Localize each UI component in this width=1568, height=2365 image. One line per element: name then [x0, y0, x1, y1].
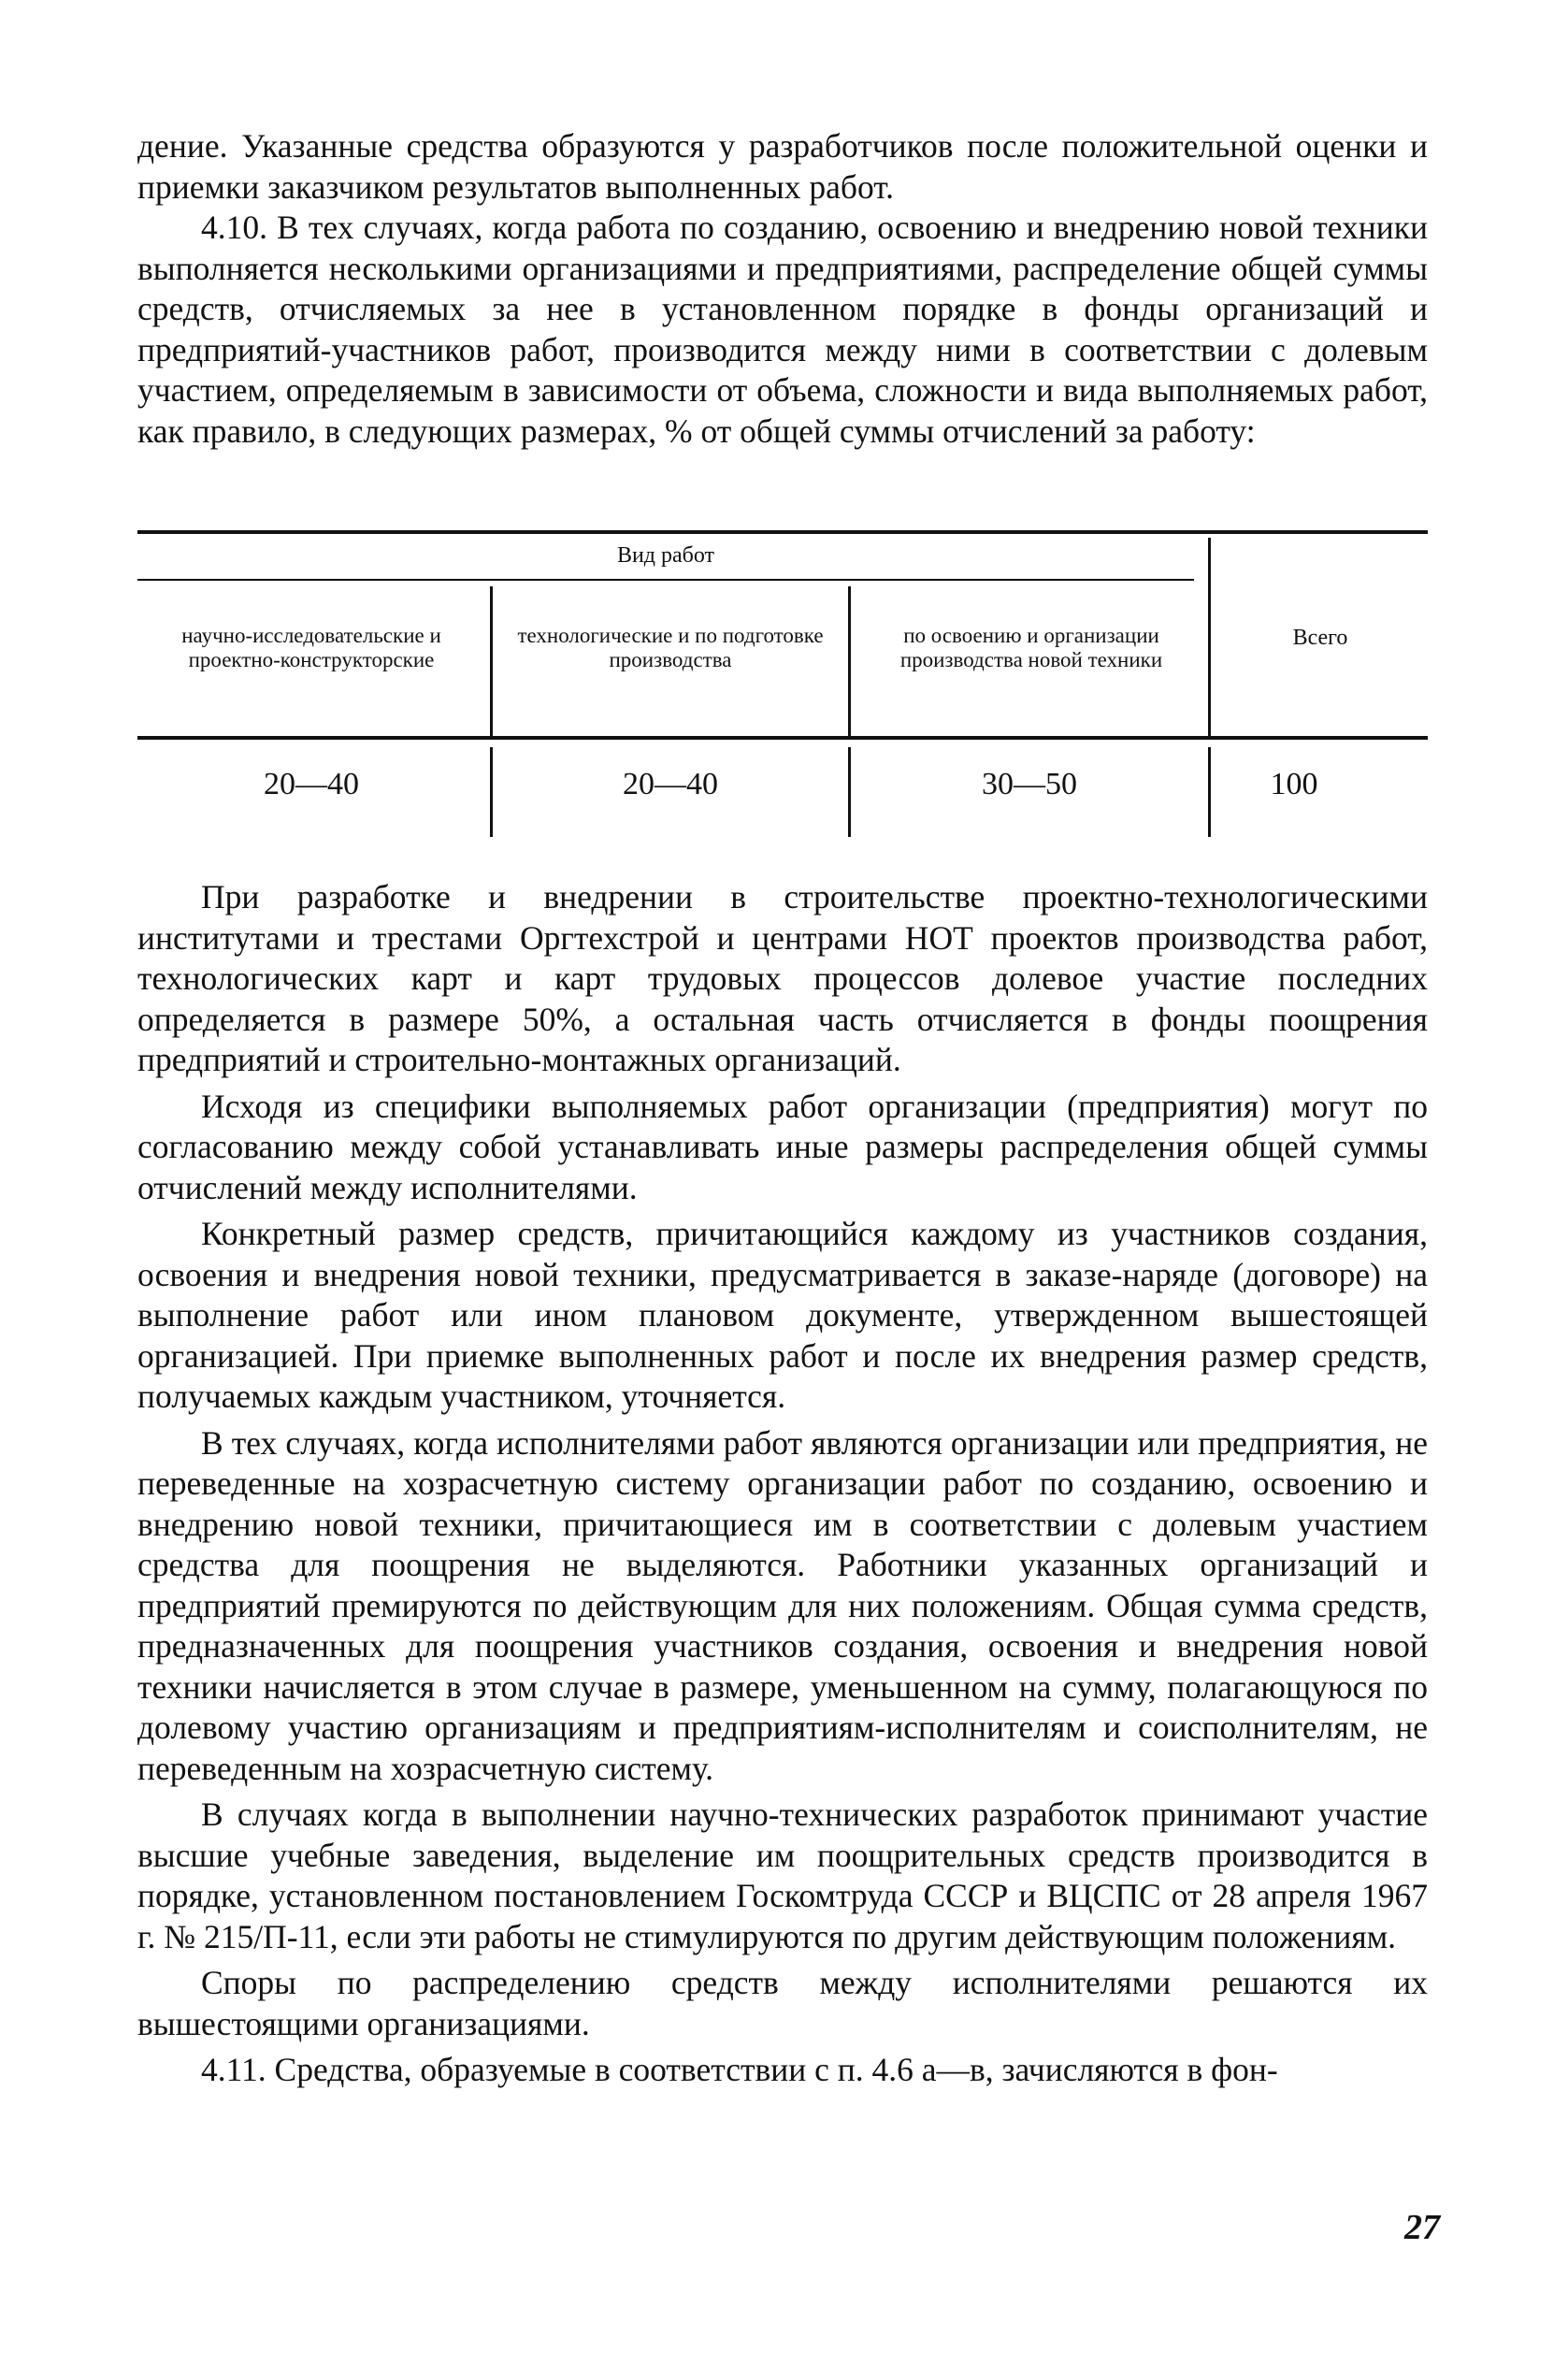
page-number: 27 — [1404, 2208, 1440, 2247]
paragraph-continuation: дение. Указанные средства образуются у разработчиков после положительной оценки и приемки заказчиком результатов выполненных работ. — [137, 127, 1428, 206]
body-text — [137, 877, 1428, 2091]
table-cell-value: 20—40 — [623, 767, 718, 801]
table-group-rule — [137, 579, 1194, 581]
paragraph: В случаях когда в выполнении научно-технических разработок принимают участие высшие учебные заведения, выделение им поощрительных средств производится в порядке, установленном постановлением Госкомтруда СССР и ВЦСПС от 28 апреля 1967 г. № 215/П-11, если эти работы не стимулируются по другим действующим положениям. — [137, 1795, 1428, 1955]
paragraph: Исходя из специфики выполняемых работ организации (предприятия) могут по согласованию между собой устанавливать иные размеры распределения общей суммы отчислений между исполнителями. — [137, 1087, 1428, 1206]
paragraph: В тех случаях, когда исполнителями работ являются организации или предприятия, не переведенные на хозрасчетную систему организации работ по созданию, освоению и внедрению новой техники, причитающиеся им в соответствии с долевым участием средства для поощрения не выделяются. Работники указанных организаций и предприятий премируются по действующим для них положениям. Общая сумма средств, предназначенных для поощрения участников создания, освоения и внедрения новой техники начисляется в этом случае в размере, уменьшенном на сумму, полагающуюся по долевому участию организациям и предприятиям-исполнителям и соисполнителям, не переведенным на хозрасчетную систему. — [137, 1423, 1428, 1787]
table-vrule-total — [1208, 538, 1211, 736]
table-cell-value: 20—40 — [264, 767, 359, 801]
table-cell-value: 100 — [1270, 767, 1318, 801]
paragraph: Споры по распределению средств между исполнителями решаются их вышестоящими организациями. — [137, 1964, 1428, 2042]
table-header-rule — [137, 736, 1428, 740]
table-vrule-2b — [848, 747, 851, 837]
table-vrule-2 — [848, 586, 851, 736]
table-cell-value: 30—50 — [982, 767, 1077, 801]
paragraph: Конкретный размер средств, причитающийся каждому из участников создания, освоения и внедрения новой техники, предусматривается в заказе-наряде (договоре) на выполнение работ или ином плановом документе, утвержденном вышестоящей организацией. При приемке выполненных работ и после их внедрения размер средств, получаемых каждым участником, уточняется. — [137, 1215, 1428, 1415]
table-vrule-1 — [490, 586, 493, 736]
paragraph: При разработке и внедрении в строительстве проектно-технологическими институтами и трестами Оргтехстрой и центрами НОТ проектов производства работ, технологических карт и карт трудовых процессов долевое участие последних определяется в размере 50%, а остальная часть отчисляется в фонды поощрения предприятий и строительно-монтажных организаций. — [137, 878, 1428, 1078]
table-vrule-3b — [1208, 747, 1211, 837]
table-column-header: по освоению и организации производства новой техники — [899, 624, 1163, 671]
table-top-rule — [137, 530, 1428, 534]
table-vrule-1b — [490, 747, 493, 837]
distribution-table — [137, 530, 1428, 844]
paragraph-4-11: 4.11. Средства, образуемые в соответствии с п. 4.6 а—в, зачисляются в фон- — [201, 2051, 1278, 2088]
table-group-header: Вид работ — [616, 543, 715, 568]
table-column-header: технологические и по подготовке производства — [517, 624, 824, 671]
table-column-header: научно-исследовательские и проектно-конструкторские — [181, 624, 441, 671]
table-column-header: Всего — [1292, 626, 1348, 650]
paragraph-4-10: 4.10. В тех случаях, когда работа по созданию, освоению и внедрению новой техники выполняется несколькими организациями и предприятиями, распределение общей суммы средств, отчисляемых за нее в установленном порядке в фонды организаций и предприятий-участников работ, производится между ними в соответствии с долевым участием, определяемым в зависимости от объема, сложности и вида выполняемых работ, как правило, в следующих размерах, % от общей суммы отчислений за работу: — [137, 209, 1428, 450]
intro-text — [137, 126, 1428, 452]
